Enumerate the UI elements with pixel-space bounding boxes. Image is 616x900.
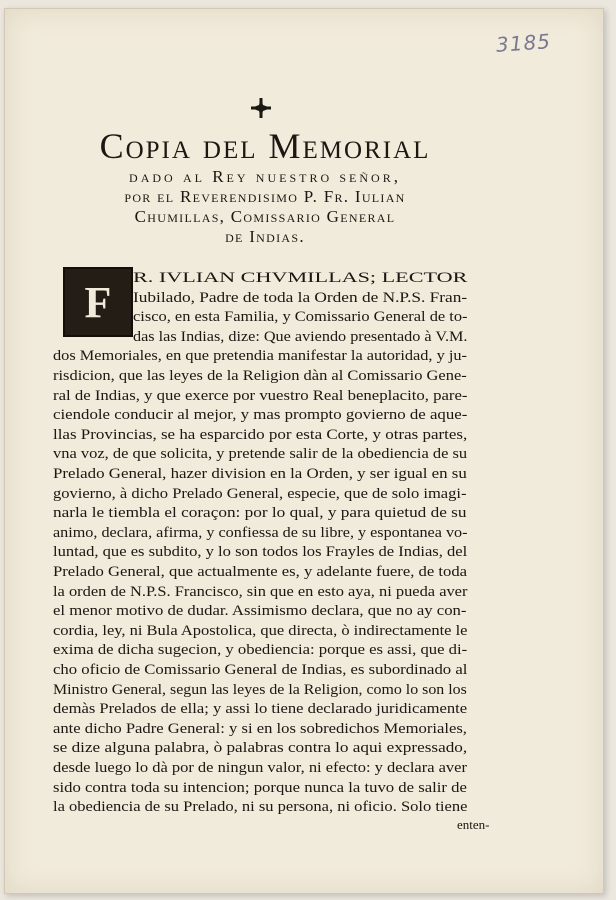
text-line: cho oficio de Comissario General de Indias, es subordinado al — [53, 662, 468, 678]
subtitle-line-1: dado al Rey nuestro señor, — [129, 167, 401, 186]
document-page — [4, 8, 604, 894]
text-line: R. IVLIAN CHVMILLAS; LECTOR — [133, 270, 468, 286]
text-line: el menor motivo de dudar. Assimismo declara, que no ay con- — [53, 603, 467, 620]
text-line: animo, declara, afirma, y confiessa de su libre, y espontanea vo- — [53, 524, 468, 541]
subtitle-line-3: Chumillas, Comissario General — [134, 207, 396, 226]
text-line: ante dicho Padre General: y si en los sobredichos Memoriales, — [53, 720, 467, 737]
text-line: desde luego lo dà por de ningun valor, ni efecto: y declara aver — [53, 760, 467, 776]
text-line: cisco, en esta Familia, y Comissario General de to- — [133, 309, 468, 326]
text-line: risdicion, que las leyes de la Religion dàn al Comissario Gene- — [53, 368, 467, 384]
text-line: vna voz, de que solicita, y pretende salir de la obediencia de su — [53, 446, 468, 463]
text-line: Iubilado, Padre de toda la Orden de N.P.S. Fran- — [133, 289, 468, 306]
text-line: sido contra toda su intencion; porque nunca la tuvo de salir de — [53, 779, 467, 796]
text-line: dos Memoriales, en que pretendia manifestar la autoridad, y ju- — [53, 348, 467, 365]
text-line: la obediencia de su Prelado, ni su persona, ni oficio. Solo tiene — [53, 799, 468, 816]
text-line: Prelado General, hazer division en la Orden, y ser igual en su — [53, 466, 467, 482]
text-line: exima de dicha sugecion, y obediencia: porque es assi, que di- — [53, 642, 468, 659]
text-line: Ministro General, segun las leyes de la Religion, como lo son los — [53, 681, 467, 698]
text-line: llas Provincias, se ha esparcido por esta Corte, y otras partes, — [53, 426, 468, 443]
document-title: Copia del Memorial — [99, 126, 431, 166]
subtitle-line-2: por el Reverendisimo P. Fr. Iulian — [124, 187, 406, 206]
text-line: demàs Prelados de ella; y assi lo tiene declarado juridicamente — [53, 701, 468, 718]
cross-ornament-icon — [250, 97, 272, 119]
catchword: enten- — [457, 817, 490, 832]
archive-number: 3185 — [495, 29, 552, 57]
text-line: Prelado General, que actualmente es, y adelante fuere, de toda — [53, 564, 468, 580]
text-line: luntad, que es subdito, y lo son todos los Frayles de Indias, del — [53, 544, 468, 561]
text-line: ciendole conducir al mejor, y mas prompto govierno de aque- — [53, 407, 468, 424]
text-line: ral de Indias, y que exerce por vuestro Real beneplacito, pare- — [53, 387, 468, 404]
text-line: govierno, à dicho Prelado General, especie, que de solo imagi- — [53, 485, 467, 502]
text-line: cordia, ley, ni Bula Apostolica, que directa, ò indirectamente le — [53, 622, 468, 639]
text-line: la orden de N.P.S. Francisco, sin que en esto aya, ni pueda aver — [53, 583, 468, 600]
subtitle-line-4: de Indias. — [225, 227, 305, 246]
text-line: narla le tiembla el coraçon: por lo qual, y para quietud de su — [53, 505, 467, 522]
text-line: das las Indias, dize: Que aviendo presentado à V.M. — [133, 328, 468, 345]
text-line: se dize alguna palabra, ò palabras contra lo aqui expressado, — [53, 740, 468, 757]
decorated-initial: F — [63, 267, 133, 337]
